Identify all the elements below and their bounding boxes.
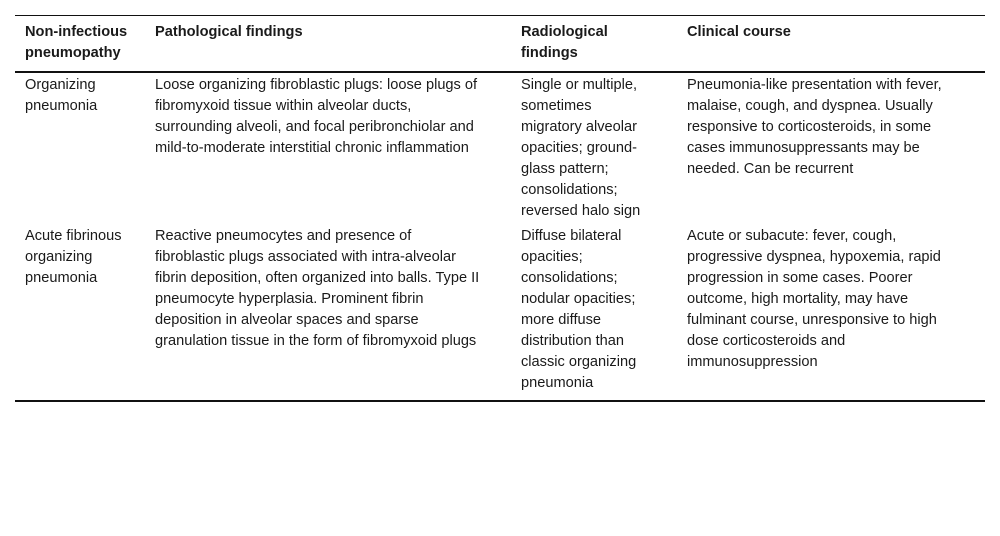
cell-pathological bbox=[155, 224, 521, 401]
table-row bbox=[15, 224, 985, 401]
header-clinical-label: Clinical course bbox=[687, 24, 791, 40]
cell-condition-text: Acute fibrinous organizing pneumonia bbox=[25, 228, 122, 286]
cell-pathological bbox=[155, 72, 521, 224]
cell-radiological-text: Single or multiple, sometimes migratory alveolar opacities; ground-glass pattern; consolidations; reversed halo sign bbox=[521, 77, 641, 219]
header-radiological-label: Radiological findings bbox=[521, 24, 608, 61]
cell-radiological bbox=[521, 72, 687, 224]
table-row bbox=[15, 72, 985, 224]
header-row bbox=[15, 16, 985, 73]
header-radiological bbox=[521, 16, 687, 73]
cell-condition bbox=[15, 72, 155, 224]
cell-clinical bbox=[687, 224, 985, 401]
header-condition-label: Non-infectious pneumopathy bbox=[25, 24, 128, 61]
cell-condition bbox=[15, 224, 155, 401]
header-pathological-label: Pathological findings bbox=[155, 24, 303, 40]
table-header bbox=[15, 16, 985, 73]
findings-table bbox=[15, 15, 985, 402]
cell-clinical bbox=[687, 72, 985, 224]
header-pathological bbox=[155, 16, 521, 73]
cell-radiological-text: Diffuse bilateral opacities; consolidations; nodular opacities; more diffuse distribution than classic organizing pneumonia bbox=[521, 228, 637, 391]
cell-clinical-text: Pneumonia-like presentation with fever, malaise, cough, and dyspnea. Usually responsive to corticosteroids, in some cases immunosuppressants may be needed. Can be recurrent bbox=[687, 77, 942, 177]
table-body bbox=[15, 72, 985, 401]
cell-pathological-text: Loose organizing fibroblastic plugs: loose plugs of fibromyxoid tissue within alveolar ducts, surrounding alveoli, and focal peribronchiolar and mild-to-moderate interstitial chronic inflammation bbox=[155, 77, 478, 156]
cell-pathological-text: Reactive pneumocytes and presence of fibroblastic plugs associated with intra-alveolar fibrin deposition, often organized into balls. Type II pneumocyte hyperplasia. Prominent fibrin deposition in alveolar spaces and sparse granulation tissue in the form of fibromyxoid plugs bbox=[155, 228, 480, 349]
cell-radiological bbox=[521, 224, 687, 401]
cell-clinical-text: Acute or subacute: fever, cough, progressive dyspnea, hypoxemia, rapid progression in some cases. Poorer outcome, high mortality, may have fulminant course, unresponsive to high dose corticosteroids and immunosuppression bbox=[687, 228, 941, 370]
header-clinical bbox=[687, 16, 985, 73]
table-container bbox=[15, 15, 985, 402]
cell-condition-text: Organizing pneumonia bbox=[25, 77, 98, 114]
header-condition bbox=[15, 16, 155, 73]
